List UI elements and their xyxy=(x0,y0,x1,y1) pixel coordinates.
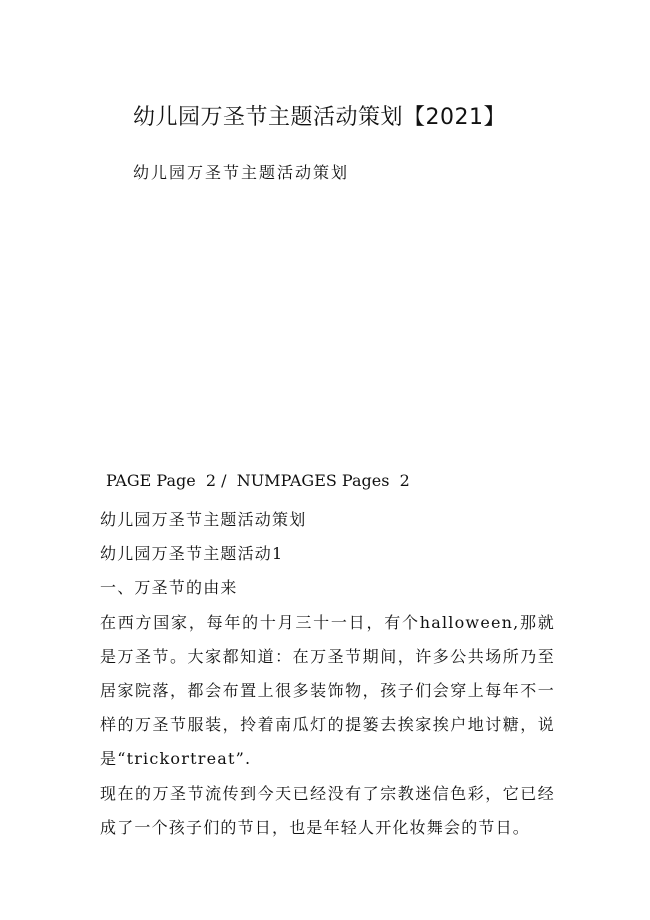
paragraph-halloween-today: 现在的万圣节流传到今天已经没有了宗教迷信色彩，它已经成了一个孩子们的节日，也是年轻人开化妆舞会的节日。 xyxy=(100,783,555,837)
section-origin-heading: 一、万圣节的由来 xyxy=(100,578,238,598)
paragraph-halloween-origin: 在西方国家，每年的十月三十一日，有个halloween,那就是万圣节。大家都知道：在万圣节期间，许多公共场所乃至居家院落，都会布置上很多装饰物，孩子们会穿上每年不一样的万圣节服装，拎着南瓜灯的提篓去挨家挨户地讨糖，说是“trickortreat”. xyxy=(100,612,555,769)
section-heading: 幼儿园万圣节主题活动策划 xyxy=(100,510,307,529)
activity-heading: 幼儿园万圣节主题活动1 xyxy=(100,544,284,564)
page-number-field: PAGE Page 2 / NUMPAGES Pages 2 xyxy=(106,471,410,490)
document-title: 幼儿园万圣节主题活动策划【2021】 xyxy=(133,105,506,130)
document-subtitle: 幼儿园万圣节主题活动策划 xyxy=(133,163,350,182)
body-text xyxy=(100,503,555,845)
